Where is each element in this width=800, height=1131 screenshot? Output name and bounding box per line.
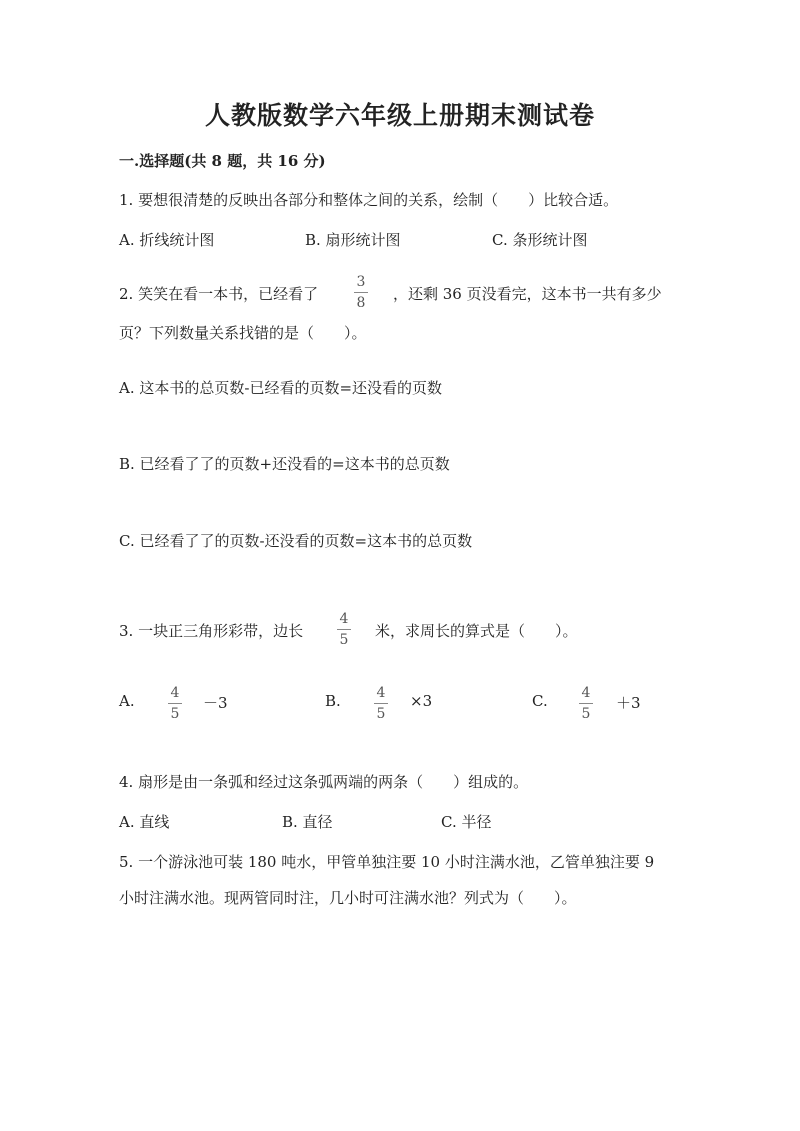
fraction-denominator: 5 [376,706,386,722]
question-3-option-b-label: B. [325,692,341,710]
question-4-option-a: A. 直线 [119,813,170,831]
fraction-numerator: 3 [356,274,366,290]
question-1-text: 1. 要想很清楚的反映出各部分和整体之间的关系，绘制（ ）比较合适。 [119,191,619,209]
question-1-option-a: A. 折线统计图 [119,231,215,249]
fraction-numerator: 4 [339,611,349,627]
fraction-bar [168,703,182,704]
question-2-fraction [354,274,368,311]
question-3-option-b-fraction [374,685,388,722]
question-3-option-c-label: C. [532,692,548,710]
question-1-option-b: B. 扇形统计图 [305,231,401,249]
question-3-fraction [337,611,351,648]
page-title: 人教版数学六年级上册期末测试卷 [204,101,595,130]
question-3-option-a-op: －3 [203,694,228,712]
question-2-text-before: 2. 笑笑在看一本书，已经看了 [119,285,319,303]
question-2-option-c: C. 已经看了了的页数-还没看的页数=这本书的总页数 [119,532,473,550]
question-3-option-c-fraction [579,685,593,722]
section-heading: 一.选择题(共 8 题，共 16 分) [119,152,326,170]
question-2-option-b: B. 已经看了了的页数+还没看的=这本书的总页数 [119,455,450,473]
fraction-bar [354,292,368,293]
question-4-option-b: B. 直径 [282,813,333,831]
question-4-option-c: C. 半径 [441,813,492,831]
fraction-denominator: 5 [581,706,591,722]
question-5-text-line2: 小时注满水池。现两管同时注，几小时可注满水池？列式为（ ）。 [119,889,577,907]
question-3-option-a-fraction [168,685,182,722]
question-3-text-after: 米，求周长的算式是（ ）。 [375,622,578,640]
question-3-option-c-op: ＋3 [616,694,641,712]
fraction-numerator: 4 [170,685,180,701]
fraction-numerator: 4 [581,685,591,701]
fraction-bar [579,703,593,704]
fraction-denominator: 5 [339,632,349,648]
question-3-option-b-op: ×3 [410,692,433,710]
question-3-text-before: 3. 一块正三角形彩带，边长 [119,622,304,640]
fraction-numerator: 4 [376,685,386,701]
fraction-bar [374,703,388,704]
question-2-text-line2: 页？下列数量关系找错的是（ ）。 [119,324,367,342]
question-2-text-after: ，还剩 36 页没看完，这本书一共有多少 [393,285,662,303]
fraction-denominator: 5 [170,706,180,722]
fraction-denominator: 8 [356,295,366,311]
question-4-text: 4. 扇形是由一条弧和经过这条弧两端的两条（ ）组成的。 [119,773,529,791]
fraction-bar [337,629,351,630]
question-2-option-a: A. 这本书的总页数-已经看的页数=还没看的页数 [119,379,443,397]
question-1-option-c: C. 条形统计图 [492,231,588,249]
question-3-option-a-label: A. [119,692,135,710]
question-5-text-line1: 5. 一个游泳池可装 180 吨水，甲管单独注要 10 小时注满水池，乙管单独注要 9 [119,853,655,871]
